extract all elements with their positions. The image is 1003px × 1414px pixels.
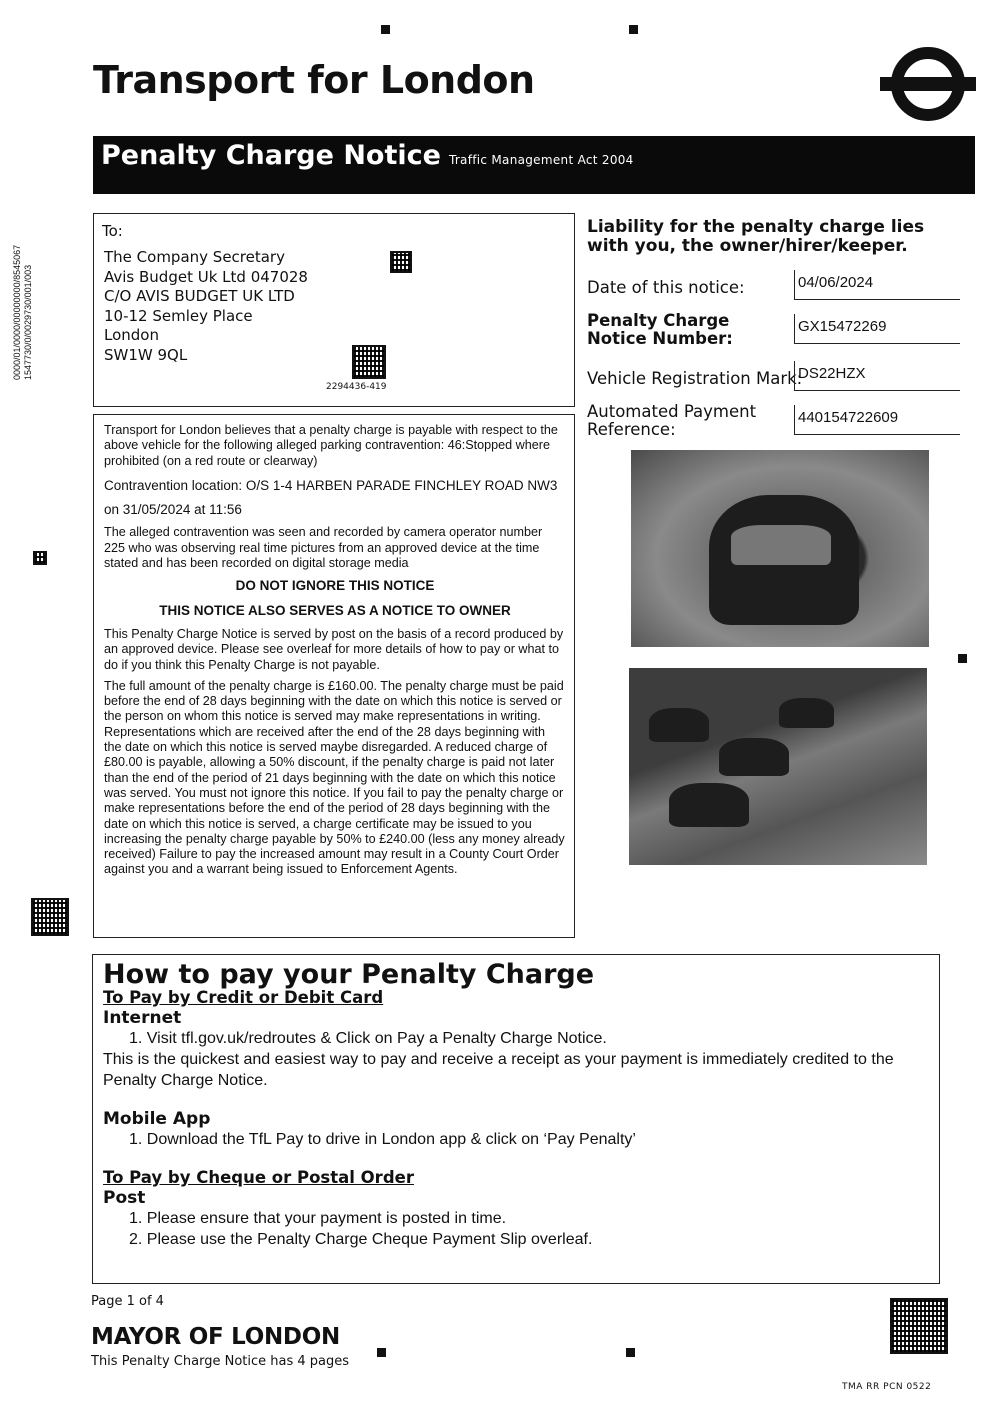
- notice-body: [93, 414, 575, 938]
- to-label: To:: [102, 222, 123, 240]
- mobile-app-step: 1. Download the TfL Pay to drive in London app & click on ‘Pay Penalty’: [129, 1131, 636, 1148]
- registration-mark: [381, 25, 390, 34]
- evidence-photo-vehicle: [631, 450, 929, 647]
- registration-mark: [626, 1348, 635, 1357]
- address-line: 10-12 Semley Place: [104, 306, 253, 325]
- pcn-number-value: GX15472269: [794, 314, 960, 344]
- liability-heading: Liability for the penalty charge lies with you, the owner/hirer/keeper.: [587, 217, 925, 256]
- date-value: 04/06/2024: [794, 270, 960, 300]
- side-code-line: 0000/01/0000/00000000/8545067: [12, 244, 22, 380]
- notice-banner: [93, 136, 975, 194]
- evidence-photo-street: [629, 668, 927, 865]
- page-title: Transport for London: [93, 58, 535, 102]
- page-number: Page 1 of 4: [91, 1294, 164, 1309]
- datamatrix-icon: [890, 1298, 948, 1354]
- mobile-app-heading: Mobile App: [103, 1109, 211, 1129]
- datamatrix-icon: [390, 251, 412, 273]
- post-heading: Post: [103, 1188, 146, 1208]
- mayor-of-london-logo: MAYOR OF LONDON: [91, 1324, 340, 1350]
- vrm-label: Vehicle Registration Mark:: [587, 369, 803, 388]
- registration-mark: [629, 25, 638, 34]
- how-to-pay-section: [92, 954, 940, 1284]
- camera-statement: The alleged contravention was seen and recorded by camera operator number 225 who was observing real time pictures from an approved device at the time stated and has been recorded on digital storage media: [104, 525, 543, 571]
- how-to-pay-title: How to pay your Penalty Charge: [103, 959, 595, 990]
- post-step: 2. Please use the Penalty Charge Cheque Payment Slip overleaf.: [129, 1231, 593, 1248]
- address-line: SW1W 9QL: [104, 345, 188, 364]
- warning-heading: DO NOT IGNORE THIS NOTICE: [235, 578, 435, 594]
- barcode-text: 2294436-419: [326, 382, 387, 392]
- internet-step: 1. Visit tfl.gov.uk/redroutes & Click on Pay a Penalty Charge Notice.: [129, 1030, 607, 1047]
- payment-reference-value: 440154722609: [794, 405, 960, 435]
- side-code-line: 1547730/0/0029730/001/003: [23, 264, 33, 380]
- registration-mark: [377, 1348, 386, 1357]
- internet-note: This is the quickest and easiest way to pay and receive a receipt as your payment is immediately credited to the Penalty Charge Notice.: [103, 1051, 894, 1089]
- datamatrix-icon: [33, 551, 47, 565]
- datamatrix-icon: [352, 345, 386, 379]
- form-code: TMA RR PCN 0522: [842, 1382, 932, 1392]
- pages-note: This Penalty Charge Notice has 4 pages: [91, 1354, 350, 1369]
- banner-title-text: Penalty Charge Notice: [101, 140, 441, 171]
- tfl-roundel-logo: [880, 44, 976, 124]
- payment-reference-label: Automated Payment Reference:: [587, 402, 757, 439]
- banner-title: [101, 140, 634, 171]
- recipient-address-box: [93, 213, 575, 407]
- warning-heading: THIS NOTICE ALSO SERVES AS A NOTICE TO OWNER: [159, 602, 511, 618]
- amount-statement: The full amount of the penalty charge is £160.00. The penalty charge must be paid before the end of 28 days beginning with the date on which this notice is served or the person on whom this notice is served may make representations in writing. Representations which are received after the end of the 28 days beginning with the date on which this notice is served maybe disregarded. A reduced charge of £80.00 is payable, allowing a 50% discount, if the penalty charge is paid not later than the end of the period of 21 days beginning with the date on which this notice was served. You must not ignore this notice. If you fail to pay the penalty charge or make representations before the end of the period of 28 days beginning with the date on which this notice is served, a charge certificate may be issued to you increasing the penalty charge payable by 50% to £240.00 (less any money already received) Failure to pay the increased amount may result in a County Court Order against you and a warrant being issued to Enforcement Agents.: [104, 678, 565, 877]
- registration-mark: [958, 654, 967, 663]
- vrm-value: DS22HZX: [794, 361, 960, 391]
- pcn-number-label: Penalty Charge Notice Number:: [587, 311, 733, 348]
- address-line: Avis Budget Uk Ltd 047028: [104, 267, 308, 286]
- contravention-datetime: on 31/05/2024 at 11:56: [104, 502, 242, 518]
- internet-heading: Internet: [103, 1008, 182, 1028]
- contravention-location: Contravention location: O/S 1-4 HARBEN PARADE FINCHLEY ROAD NW3: [104, 477, 558, 493]
- post-step: 1. Please ensure that your payment is posted in time.: [129, 1210, 507, 1227]
- address-line: London: [104, 326, 159, 344]
- side-reference-code: [12, 230, 34, 380]
- address-line: C/O AVIS BUDGET UK LTD: [104, 287, 295, 305]
- address-lines: [104, 248, 308, 365]
- cheque-payment-heading: To Pay by Cheque or Postal Order: [103, 1168, 414, 1187]
- served-statement: This Penalty Charge Notice is served by post on the basis of a record produced by an approved device. Please see overleaf for more details of how to pay or what to do if you think this Penalty Charge is not payable.: [104, 626, 564, 672]
- date-label: Date of this notice:: [587, 278, 745, 297]
- notice-intro: Transport for London believes that a penalty charge is payable with respect to the above vehicle for the following alleged parking contravention: 46:Stopped where prohibited (on a red route or clearway): [104, 423, 558, 468]
- datamatrix-icon: [31, 898, 69, 936]
- banner-subtitle: Traffic Management Act 2004: [448, 153, 634, 167]
- address-line: The Company Secretary: [104, 248, 285, 266]
- card-payment-heading: To Pay by Credit or Debit Card: [103, 988, 384, 1007]
